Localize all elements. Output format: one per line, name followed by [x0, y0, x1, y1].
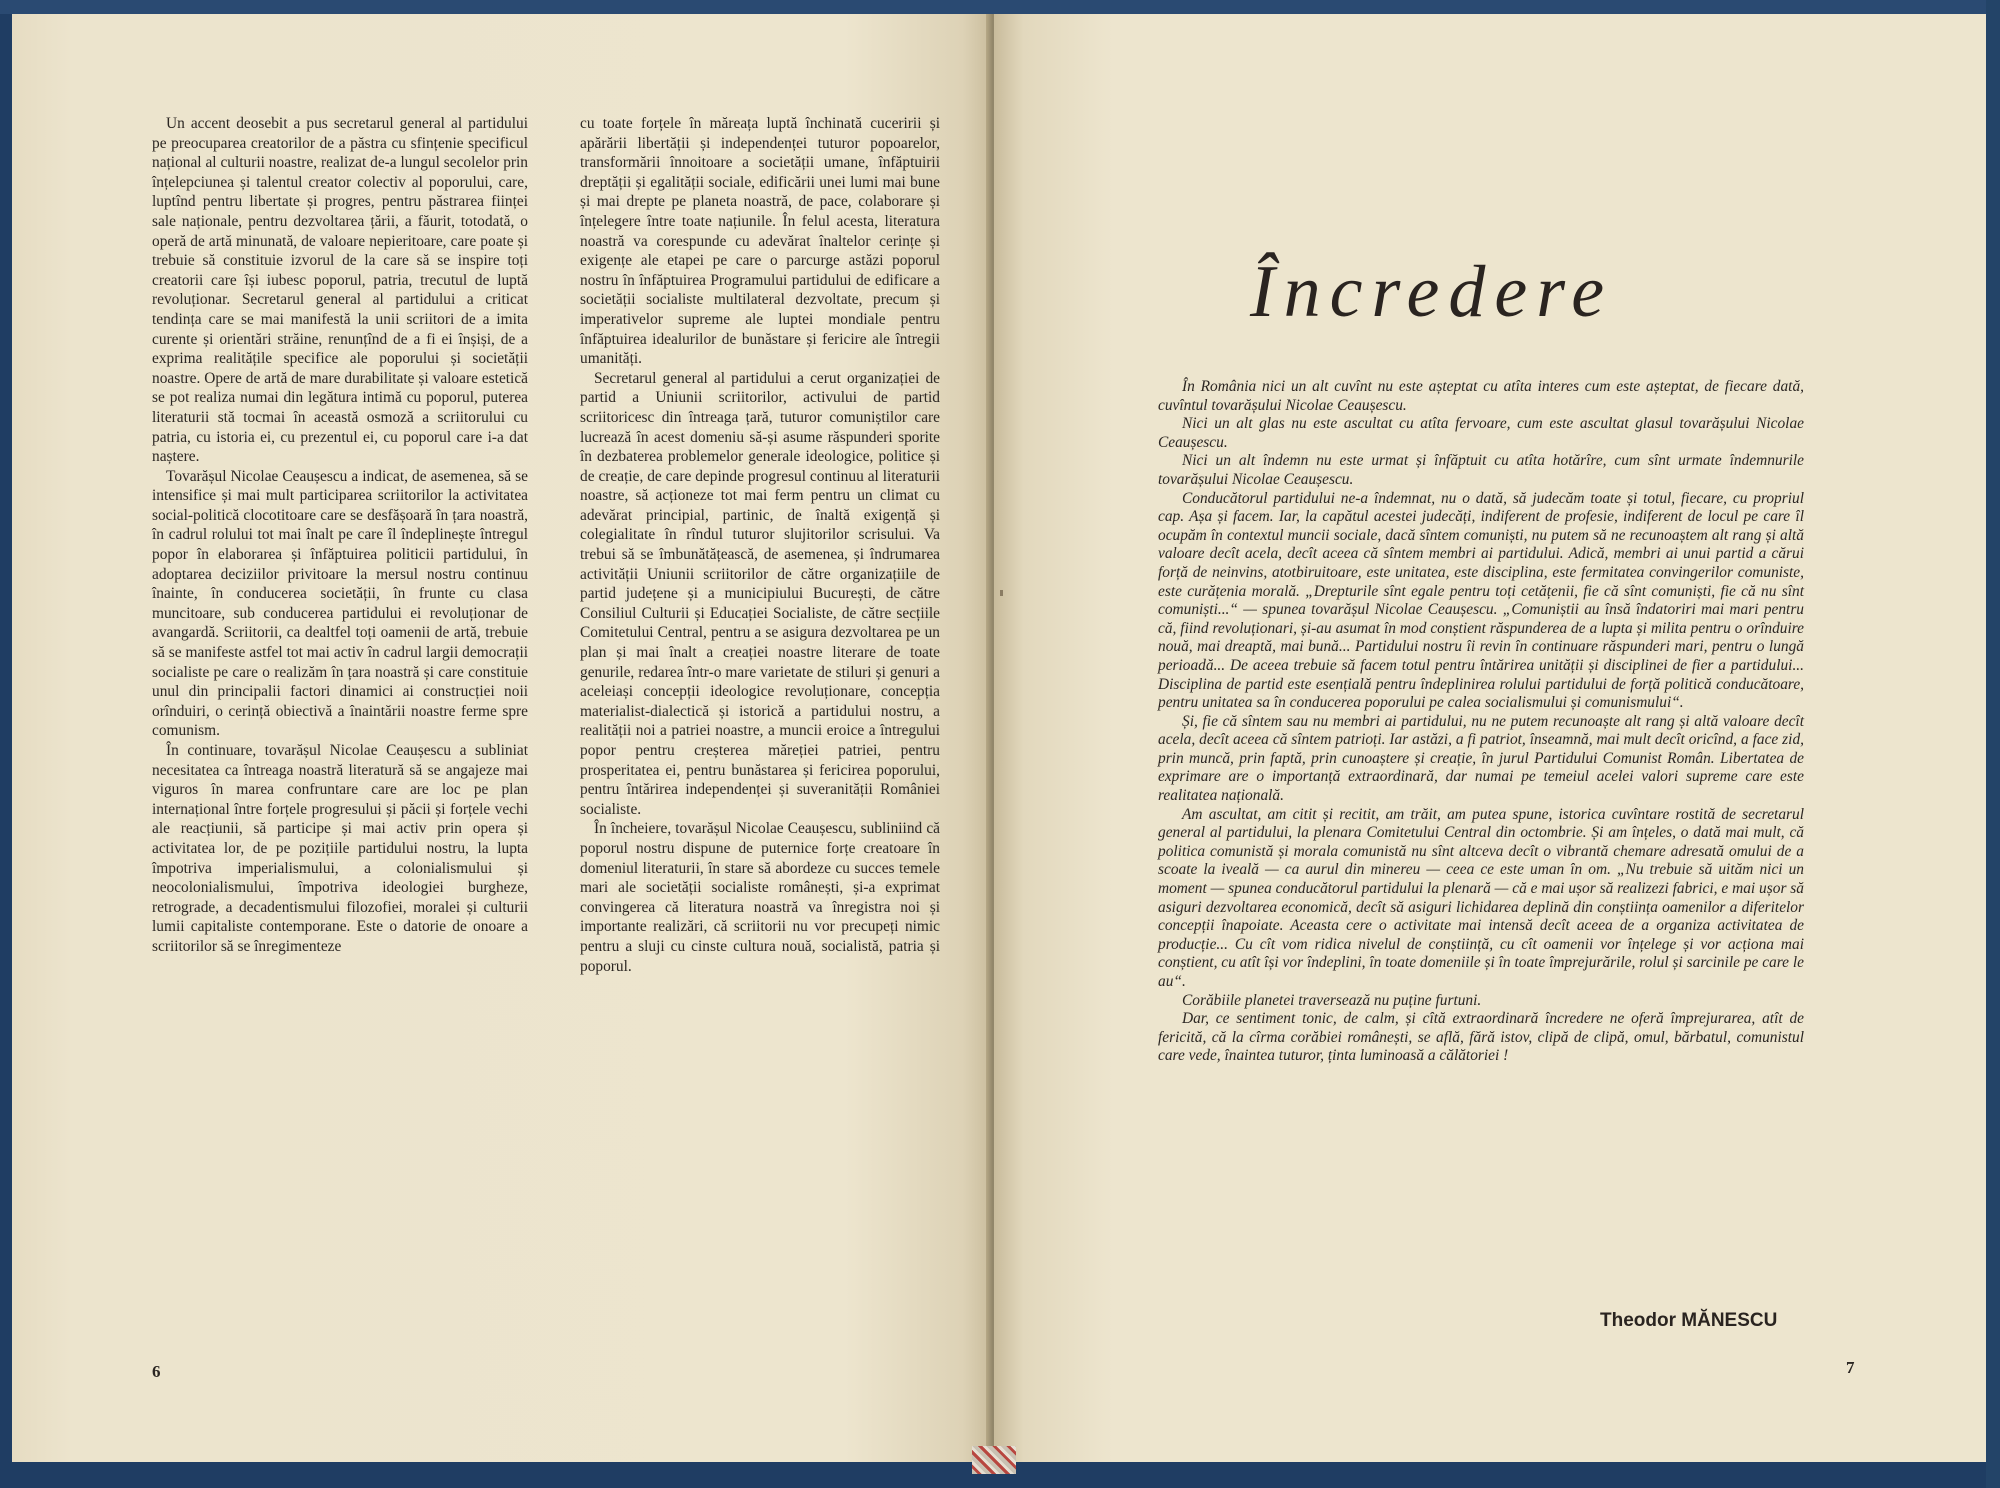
page-number-left: 6 [152, 1362, 161, 1381]
article-title: Încredere [1250, 251, 1614, 333]
page-number-right: 7 [1846, 1358, 1855, 1377]
paragraph: Secretarul general al partidului a cerut organizației de partid a Uniunii scriitorilor, activului de partid scriitoricesc din întreaga țară, tuturor comuniștilor care lucrează în acest domeniu să-și asume răspunderi sporite în dezbaterea problemelor generale ideologice, politice și de creație, de care depinde progresul continuu al literaturii noastre, să acționeze tot mai ferm pentru un climat cu adevărat principial, partinic, de înaltă exigență și colegialitate în rîndul tuturor slujitorilor scrisului. Va trebui să se îmbunătățească, de asemenea, și îndrumarea activității Uniunii scriitorilor de către organizațiile de partid județene și a municipiului București, de către Consiliul Culturii și Educației Socialiste, de către secțiile Comitetului Central, pentru a se asigura dezvoltarea pe un plan și mai înalt a creației noastre literare de toate genurile, redarea într-o mare varietate de stiluri și genuri a aceleiași concepții ideologice revoluționare, concepția materialist-dialectică și istorică a partidului nostru, a realității noi a patriei noastre, a muncii eroice a întregului popor pentru creșterea măreției patriei, pentru prosperitatea ei, pentru bunăstarea și fericirea poporului, pentru întărirea independenței și suveranității României socialiste. [580, 369, 940, 818]
paragraph: Nici un alt glas nu este ascultat cu atîta fervoare, cum este ascultat glasul tovarășului Nicolae Ceaușescu. [1158, 415, 1804, 451]
paragraph: Nici un alt îndemn nu este urmat și înfăptuit cu atîta hotărîre, cum sînt urmate îndemnurile tovarășului Nicolae Ceaușescu. [1158, 452, 1804, 488]
paragraph: Un accent deosebit a pus secretarul general al partidului pe preocuparea creatorilor de a păstra cu sfințenie specificul național al culturii noastre, realizat de-a lungul secolelor prin înțelepciunea și talentul creator colectiv al poporului, care, luptînd pentru libertate și progres, pentru păstrarea ființei sale naționale, pentru dezvoltarea țării, a făurit, totodată, o operă de artă minunată, de valoare nepieritoare, care poate și trebuie să constituie izvorul de la care să se inspire toți creatorii care își iubesc poporul, patria, trecutul de luptă revoluționar. Secretarul general al partidului a criticat tendința care se mai manifestă la unii scriitori de a imita curente și orientări străine, renunțînd de a fi ei înșiși, de a exprima realitățile specifice ale poporului și societății noastre. Opere de artă de mare durabilitate și valoare estetică se pot realiza numai din legătura intimă cu poporul, puterea literaturii stă tocmai în această osmoză a scriitorului cu patria, cu istoria ei, cu prezentul ei, cu poporul care i-a dat naștere. [152, 115, 528, 466]
article-author: Theodor MĂNESCU [1600, 1310, 1778, 1331]
paragraph: Dar, ce sentiment tonic, de calm, și cîtă extraordinară încredere ne oferă împrejurarea, atît de fericită, că la cîrma corăbiei românești, se află, fără istov, clipă de clipă, omul, bărbatul, comunistul care vede, înaintea tuturor, ținta luminoasă a călătoriei ! [1158, 1010, 1804, 1065]
paragraph: În încheiere, tovarășul Nicolae Ceaușescu, subliniind că poporul nostru dispune de puternice forțe creatoare în domeniul literaturii, în stare să abordeze cu succes temele mari ale societății socialiste românești, și-a exprimat convingerea că literatura noastră va înregistra noi și importante realizări, că scriitorii nu vor precupeți nimic pentru a sluji cu cinste cultura nouă, socialistă, patria și poporul. [580, 820, 940, 975]
paragraph: Am ascultat, am citit și recitit, am trăit, am putea spune, istorica cuvîntare rostită de secretarul general al partidului, la plenara Comitetului Central din octombrie. Și am înțeles, o dată mai mult, că politica comunistă și morala comunistă nu sînt altceva decît o vibrantă chemare adresată omului de a scoate la iveală — ca aurul din minereu — ceea ce este uman în om. „Nu trebuie să uităm nici un moment — spunea conducătorul partidului la plenară — că e mai ușor să realizezi fabrici, e mai ușor să asiguri dezvoltarea economică, decît să asiguri lichidarea deplină din conștiința oamenilor a diferitelor concepții înapoiate. Aceasta cere o activitate mai intensă decît aceea de a organiza activitatea de producție... Cu cît vom ridica nivelul de conștiință, cu cît oamenii vor înțelege și vor acționa mai conștient, cu atît își vor îndeplini, în toate domeniile și în toate împrejurările, rolul și sarcinile pe care le au“. [1158, 805, 1804, 990]
paragraph: Corăbiile planetei traversează nu puține furtuni. [1182, 991, 1482, 1009]
print-mark [1000, 590, 1003, 596]
paragraph: Și, fie că sîntem sau nu membri ai partidului, nu ne putem recunoaște alt rang și altă valoare decît acela, decît aceea că sîntem patrioți. Iar astăzi, a fi patriot, înseamnă, mai mult decît oricînd, a face zid, prin muncă, prin faptă, prin cunoaștere și creație, în jurul Partidului Comunist Român. Libertatea de exprimare are o importanță extraordinară, dar numai pe temeiul acelei valori supreme care este realitatea națională. [1158, 712, 1804, 805]
left-page-column-2 [580, 114, 940, 976]
binding-thread [972, 1446, 1016, 1474]
paragraph: Tovarășul Nicolae Ceaușescu a indicat, de asemenea, să se intensifice și mai mult participarea scriitorilor la activitatea social-politică clocotitoare care se desfășoară în țara noastră, în cadrul rolului tot mai înalt pe care îl îndeplinește întregul popor în elaborarea și înfăptuirea politicii partidului, în adoptarea deciziilor privitoare la mersul nostru continuu înainte, în conducerea societății, în frunte cu clasa muncitoare, sub conducerea partidului ei revoluționar de avangardă. Scriitorii, ca dealtfel toți oamenii de artă, trebuie să se manifeste astfel tot mai activ în cadrul largii democrații socialiste pe care o realizăm în țara noastră și care constituie unul din principalii factori dinamici ai construcției noii orînduiri, o cerință obiectivă a înaintării noastre ferme spre comunism. [152, 467, 528, 740]
article-body [1158, 378, 1804, 1066]
paragraph: În România nici un alt cuvînt nu este așteptat cu atîta interes cum este așteptat, de fiecare dată, cuvîntul tovarășului Nicolae Ceaușescu. [1158, 378, 1804, 414]
left-page [12, 14, 992, 1462]
paragraph: Conducătorul partidului ne-a îndemnat, nu o dată, să judecăm toate și totul, fiecare, cu propriul cap. Așa și facem. Iar, la capătul acestei judecăți, indiferent de profesie, indiferent de locul pe care îl ocupăm în contextul muncii sociale, dacă sîntem comuniști, nu putem să ne recunoaștem alt rang și altă valoare decît acela, decît aceea că sîntem membri ai partidului. Adică, membri ai unui partid a cărui forță de neinvins, atotbiruitoare, este unitatea, este disciplina, este fermitatea convingerilor comuniste, este curățenia morală. „Drepturile sînt egale pentru toți cetățenii, fie că sînt comuniști, fie că nu sînt comuniști...“ — spunea tovarășul Nicolae Ceaușescu. „Comuniștii au însă îndatoriri mai mari pentru că, fiind revoluționari, și-au asumat în mod conștient răspunderea de a lupta și milita pentru o orînduire nouă, mai dreaptă, mai bună... Partidului nostru îi revin în continuare răspunderi mari, pentru o lungă perioadă... De aceea trebuie să facem totul pentru întărirea unității și disciplinei de fier a partidului... Disciplina de partid este esențială pentru îndeplinirea rolului partidului de forță politică conducătoare, pentru unitatea sa în conducerea poporului pe calea socialismului și comunismului“. [1158, 489, 1804, 712]
paragraph: În continuare, tovarășul Nicolae Ceaușescu a subliniat necesitatea ca întreaga noastră literatură să se angajeze mai viguros în marea confruntare care are loc pe plan internațional între forțele progresului și păcii și forțele vechi ale reacțiunii, să participe și mai activ prin opera și activitatea lor, de pe pozițiile partidului nostru, la lupta împotriva imperialismului, a colonialismului și neocolonialismului, împotriva ideologiei burgheze, retrograde, a decadentismului filozofiei, moralei și culturii lumii capitaliste contemporane. Este o datorie de onoare a scriitorilor să se înregimenteze [152, 742, 528, 955]
book-cover-top-edge [0, 0, 2000, 14]
book-cover-right-edge [1986, 0, 2000, 1488]
left-page-column-1 [152, 114, 528, 957]
paragraph: cu toate forțele în măreața luptă închinată cuceririi și apărării libertății și independenței tuturor popoarelor, transformării înnoitoare a societății umane, înfăptuirii dreptății și egalității sociale, edificării unei lumi mai bune și mai drepte pe planeta noastră, de pace, colaborare și înțelegere între toate națiunile. În felul acesta, literatura noastră va corespunde cu adevărat înaltelor cerințe și exigențe ale etapei pe care o parcurge astăzi poporul nostru în înfăptuirea Programului partidului de edificare a societății socialiste multilateral dezvoltate, precum și imperativelor supreme ale luptei mondiale pentru înfăptuirea idealurilor de bunăstare și fericire ale întregii umanități. [580, 115, 940, 368]
